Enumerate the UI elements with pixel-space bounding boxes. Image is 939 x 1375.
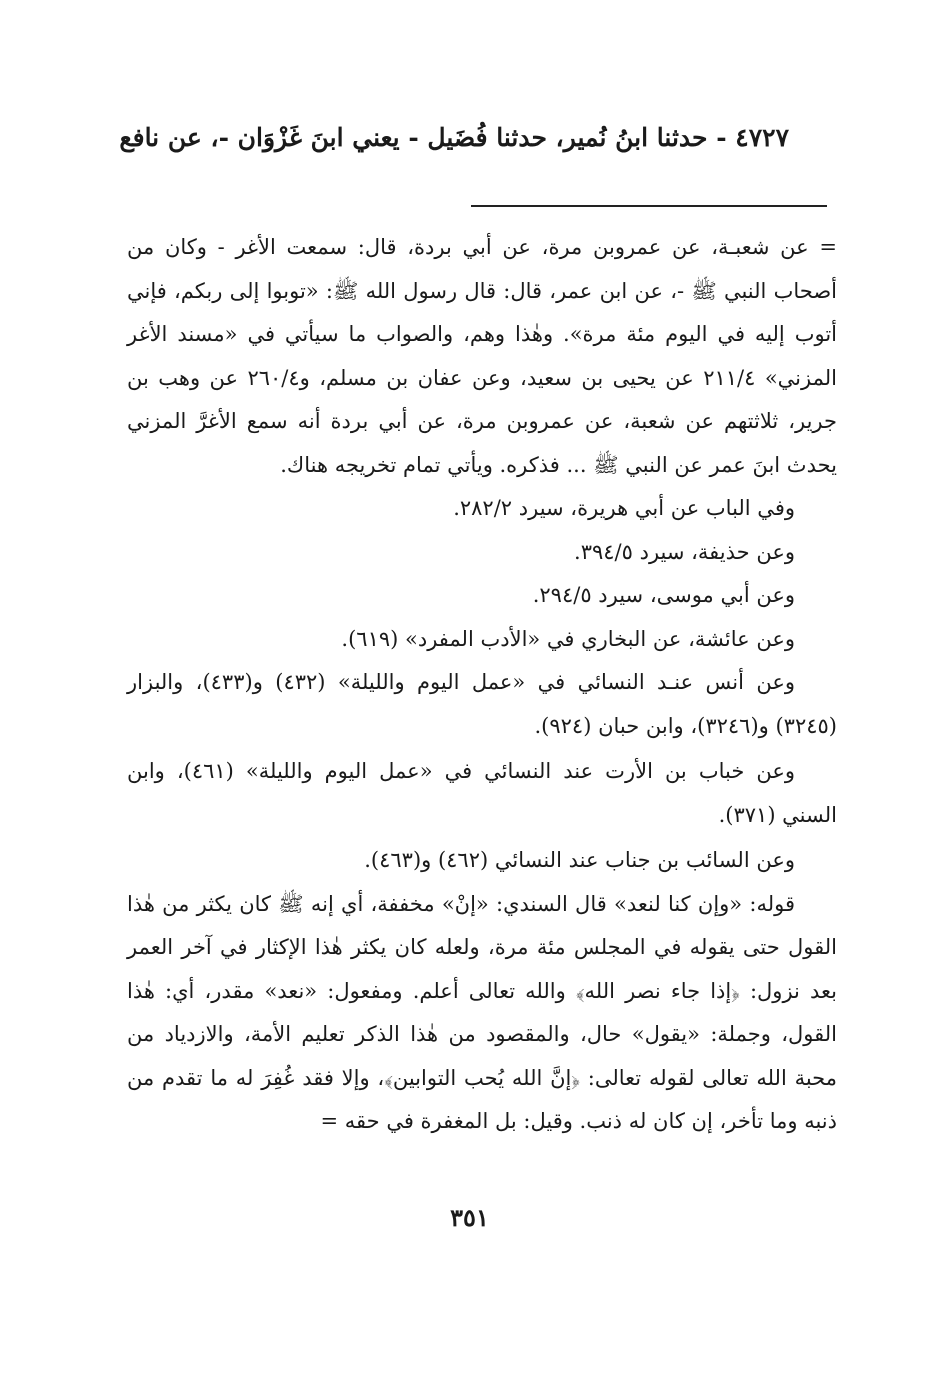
footnote-paragraph: = عن شعبـة، عن عمروبن مرة، عن أبي بردة، قال: سمعت الأغر - وكان من أصحاب النبي ﷺ -، عن ابن عمر، قال: قال رسول الله ﷺ: «توبوا إلى ربكم، فإني أتوب إليه في اليوم مئة مرة». وهٰذا وهم، والصواب ما سيأتي في «مسند الأغر المزني» ٢١١/٤ عن يحيى بن سعيد، وعن عفان بن مسلم، و٢٦٠/٤ عن وهب بن جرير، ثلاثتهم عن شعبة، عن عمروبن مرة، عن أبي بردة أنه سمع الأغرَّ المزني يحدث ابنَ عمر عن النبي ﷺ ... فذكره. ويأتي تمام تخريجه هناك.	[127, 235, 837, 477]
footnote-paragraph: وفي الباب عن أبي هريرة، سيرد ٢٨٢/٢.	[453, 496, 795, 520]
footnote-paragraph: وعن أبي موسى، سيرد ٢٩٤/٥.	[532, 583, 795, 607]
page-number: ٣٥١	[450, 1203, 489, 1232]
footnote-paragraph: وعن السائب بن جناب عند النسائي (٤٦٢) و(٤٦٣).	[364, 848, 795, 872]
hadith-text: ٤٧٢٧ - حدثنا ابنُ نُمير، حدثنا فُضَيل - يعني ابنَ غَزْوَان -، عن نافع	[119, 123, 789, 152]
footnote-paragraph: وعن عائشة، عن البخاري في «الأدب المفرد» (٦١٩).	[341, 626, 795, 651]
footnotes	[127, 226, 837, 1144]
footnote-paragraph: وعن حذيفة، سيرد ٣٩٤/٥.	[574, 539, 795, 564]
footnote-paragraph: وعن أنس عنـد النسائي في «عمل اليوم والليلة» (٤٣٢) و(٤٣٣)، والبزار (٣٢٤٥) و(٣٢٤٦)، وابن حبان (٩٢٤).	[127, 670, 837, 738]
footnote-separator	[471, 205, 827, 207]
footnote-paragraph: وعن خباب بن الأرت عند النسائي في «عمل اليوم والليلة» (٤٦١)، وابن السني (٣٧١).	[127, 759, 837, 827]
footnote-paragraph: قوله: «وإن كنا لنعد» قال السندي: «إنْ» مخففة، أي إنه ﷺ كان يكثر من هٰذا القول حتى يقوله في المجلس مئة مرة، ولعله كان يكثر هٰذا الإكثار في آخر العمر بعد نزول: ﴿إذا جاء نصر الله﴾ والله تعالى أعلم. ومفعول: «نعد» مقدر، أي: هٰذا القول، وجملة: «يقول» حال، والمقصود من هٰذا الذكر تعليم الأمة، والازدياد من محبة الله تعالى لقوله تعالى: ﴿إنَّ الله يُحب التوابين﴾، وإلا فقد غُفِرَ له ما تقدم من ذنبه وما تأخر، إن كان له ذنب. وقيل: بل المغفرة في حقه =	[127, 891, 837, 1133]
